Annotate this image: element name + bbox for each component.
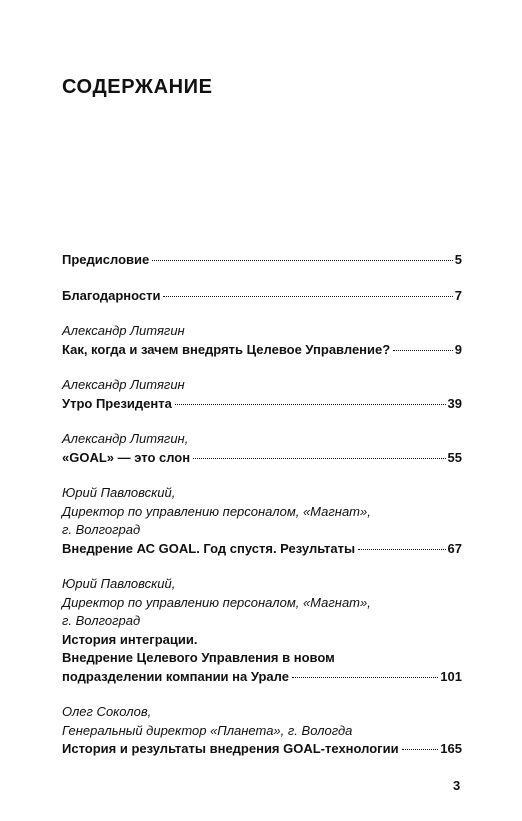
toc-entry-preface [62,251,462,270]
table-of-contents [62,251,462,776]
toc-author-position: Директор по управлению персоналом, «Магнат», [62,503,371,519]
toc-author-city: г. Волгоград [62,522,141,537]
toc-author-city: г. Волгоград [62,613,141,628]
toc-entry-goal-year-later [62,484,462,558]
dot-leader [292,677,438,678]
toc-entry-goal-technology [62,703,462,759]
dot-leader [193,458,445,459]
toc-page-number: 101 [440,668,462,684]
toc-page-number: 67 [447,540,462,556]
dot-leader [152,260,453,261]
page-title: СОДЕРЖАНИЕ [62,76,213,98]
toc-page-number: 9 [454,341,462,357]
toc-author: Юрий Павловский, [62,485,176,500]
toc-entry-how-when-why [62,322,462,359]
toc-row [62,449,462,468]
toc-row [62,251,462,270]
toc-entry-acknowledgements [62,287,462,306]
toc-author-position: Генеральный директор «Планета», г. Вологда [62,722,353,738]
dot-leader [402,749,439,750]
toc-author: Олег Соколов, [62,704,152,719]
toc-row [62,341,462,360]
toc-row [62,740,462,759]
toc-page-number: 7 [454,287,462,303]
toc-entry-title: Утро Президента [62,395,172,411]
toc-page-number: 5 [454,252,462,267]
toc-entry-goal-elephant [62,430,462,467]
toc-entry-president-morning [62,376,462,413]
toc-entry-title-line: История интеграции. [62,631,198,647]
toc-entry-title: Как, когда и зачем внедрять Целевое Управление? [62,341,391,357]
toc-author-position: Директор по управлению персоналом, «Магнат», [62,594,371,610]
toc-author: Александр Литягин [62,377,185,392]
toc-author: Александр Литягин [62,323,185,338]
toc-author: Александр Литягин, [62,431,189,446]
toc-entry-title: Благодарности [62,287,161,303]
toc-entry-title: подразделении компании на Урале [62,668,289,684]
toc-row [62,395,462,414]
dot-leader [175,404,446,405]
dot-leader [393,350,453,351]
toc-entry-title: История и результаты внедрения GOAL-технологии [62,741,399,756]
toc-entry-title: Предисловие [62,252,150,267]
toc-entry-title: «GOAL» — это слон [62,449,191,465]
toc-entry-integration-history [62,575,462,686]
toc-entry-title: Внедрение АС GOAL. Год спустя. Результаты [62,540,356,556]
toc-row [62,668,462,687]
toc-entry-title-line: Внедрение Целевого Управления в новом [62,650,335,665]
toc-page-number: 165 [440,741,462,756]
toc-page-number: 55 [447,449,462,465]
toc-author: Юрий Павловский, [62,576,176,591]
dot-leader [358,549,445,550]
toc-page-number: 39 [447,395,462,411]
dot-leader [163,296,452,297]
toc-row [62,287,462,306]
toc-row [62,540,462,559]
page-number: 3 [453,778,461,793]
